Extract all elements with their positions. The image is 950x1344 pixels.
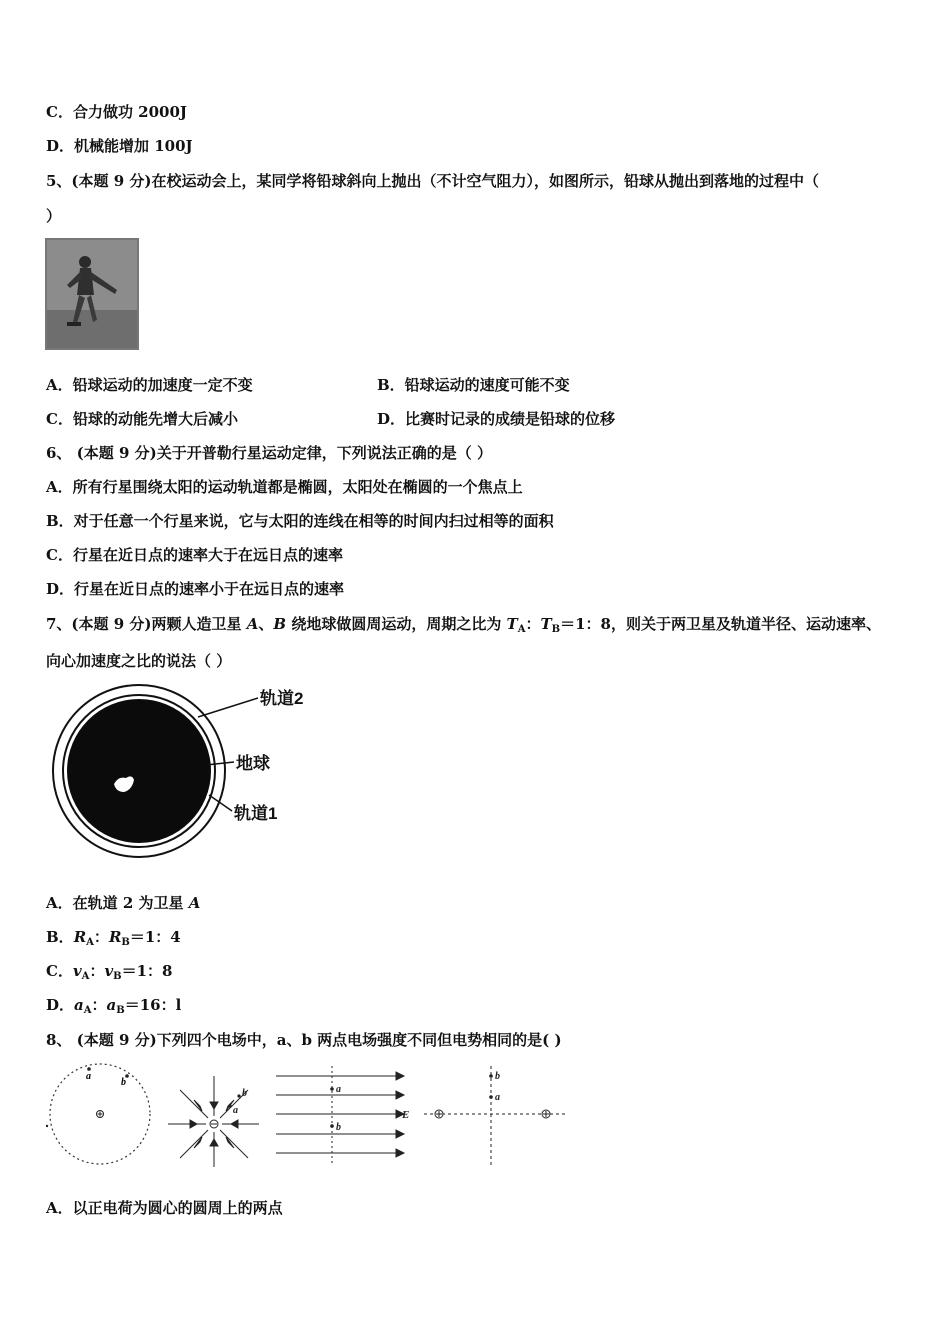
figure-circle-positive-charge — [46, 1064, 150, 1164]
figure-negative-point-charge — [168, 1076, 259, 1167]
q7-option-c: C．$v_A$：$v_B=1$：8 — [46, 962, 173, 982]
q5-option-a: A．铅球运动的加速度一定不变 — [46, 376, 253, 394]
orbit2-label: 轨道2 — [260, 689, 304, 708]
svg-text:E: E — [402, 1109, 410, 1121]
q7-option-d: D．$a_A$：$a_B=16$：l — [46, 996, 182, 1016]
q7-option-b: B．$R_A$：$R_B=1$：4 — [46, 928, 181, 948]
electric-field-figures — [44, 1062, 574, 1172]
q6-option-c: C．行星在近日点的速率大于在远日点的速率 — [46, 546, 343, 564]
svg-text:a: a — [495, 1092, 500, 1103]
q7-option-a: A．在轨道 2 为卫星 A — [46, 894, 201, 912]
earth-disk — [67, 699, 211, 843]
svg-text:b: b — [242, 1088, 247, 1099]
q5-option-d: D．比赛时记录的成绩是铅球的位移 — [377, 410, 616, 428]
q6-option-d: D．行星在近日点的速率小于在远日点的速率 — [46, 580, 345, 598]
q4-option-c: C．合力做功 2000J — [46, 103, 188, 121]
q5-stem-close: ） — [46, 207, 62, 225]
q5-option-c: C．铅球的动能先增大后减小 — [46, 410, 238, 428]
figure-equal-charges — [424, 1066, 566, 1166]
orbit1-label: 轨道1 — [234, 804, 278, 823]
q6-option-b: B．对于任意一个行星来说，它与太阳的连线在相等的时间内扫过相等的面积 — [46, 512, 554, 530]
svg-text:a: a — [86, 1071, 91, 1082]
q4-option-d: D．机械能增加 100J — [46, 137, 193, 155]
svg-text:a: a — [336, 1084, 341, 1095]
q7-stem: 7、(本题 9 分)两颗人造卫星 A、B 绕地球做圆周运动，周期之比为 $T_A$：$T_B=1$：8，则关于两卫星及轨道半径、运动速率、 — [46, 615, 882, 635]
q6-stem: 6、 (本题 9 分)关于开普勒行星运动定律，下列说法正确的是（ ） — [46, 444, 492, 462]
q8-option-a: A．以正电荷为圆心的圆周上的两点 — [46, 1199, 283, 1217]
svg-text:b: b — [121, 1077, 126, 1088]
q5-option-b: B．铅球运动的速度可能不变 — [377, 376, 570, 394]
athlete-figure — [47, 240, 137, 348]
orbit-diagram — [46, 680, 336, 860]
svg-text:a: a — [233, 1105, 238, 1116]
q7-stem-line2: 向心加速度之比的说法（ ） — [46, 652, 232, 670]
q8-stem: 8、 (本题 9 分)下列四个电场中，a、b 两点电场强度不同但电势相同的是( ) — [46, 1031, 562, 1049]
shot-put-photo — [45, 238, 139, 350]
q5-stem: 5、(本题 9 分)在校运动会上，某同学将铅球斜向上抛出（不计空气阻力），如图所示，铅球从抛出到落地的过程中（ — [46, 172, 820, 190]
q6-option-a: A．所有行星围绕太阳的运动轨道都是椭圆，太阳处在椭圆的一个焦点上 — [46, 478, 523, 496]
svg-text:b: b — [336, 1122, 341, 1133]
figure-uniform-field — [276, 1066, 409, 1166]
earth-label: 地球 — [236, 754, 270, 773]
svg-text:b: b — [495, 1071, 500, 1082]
